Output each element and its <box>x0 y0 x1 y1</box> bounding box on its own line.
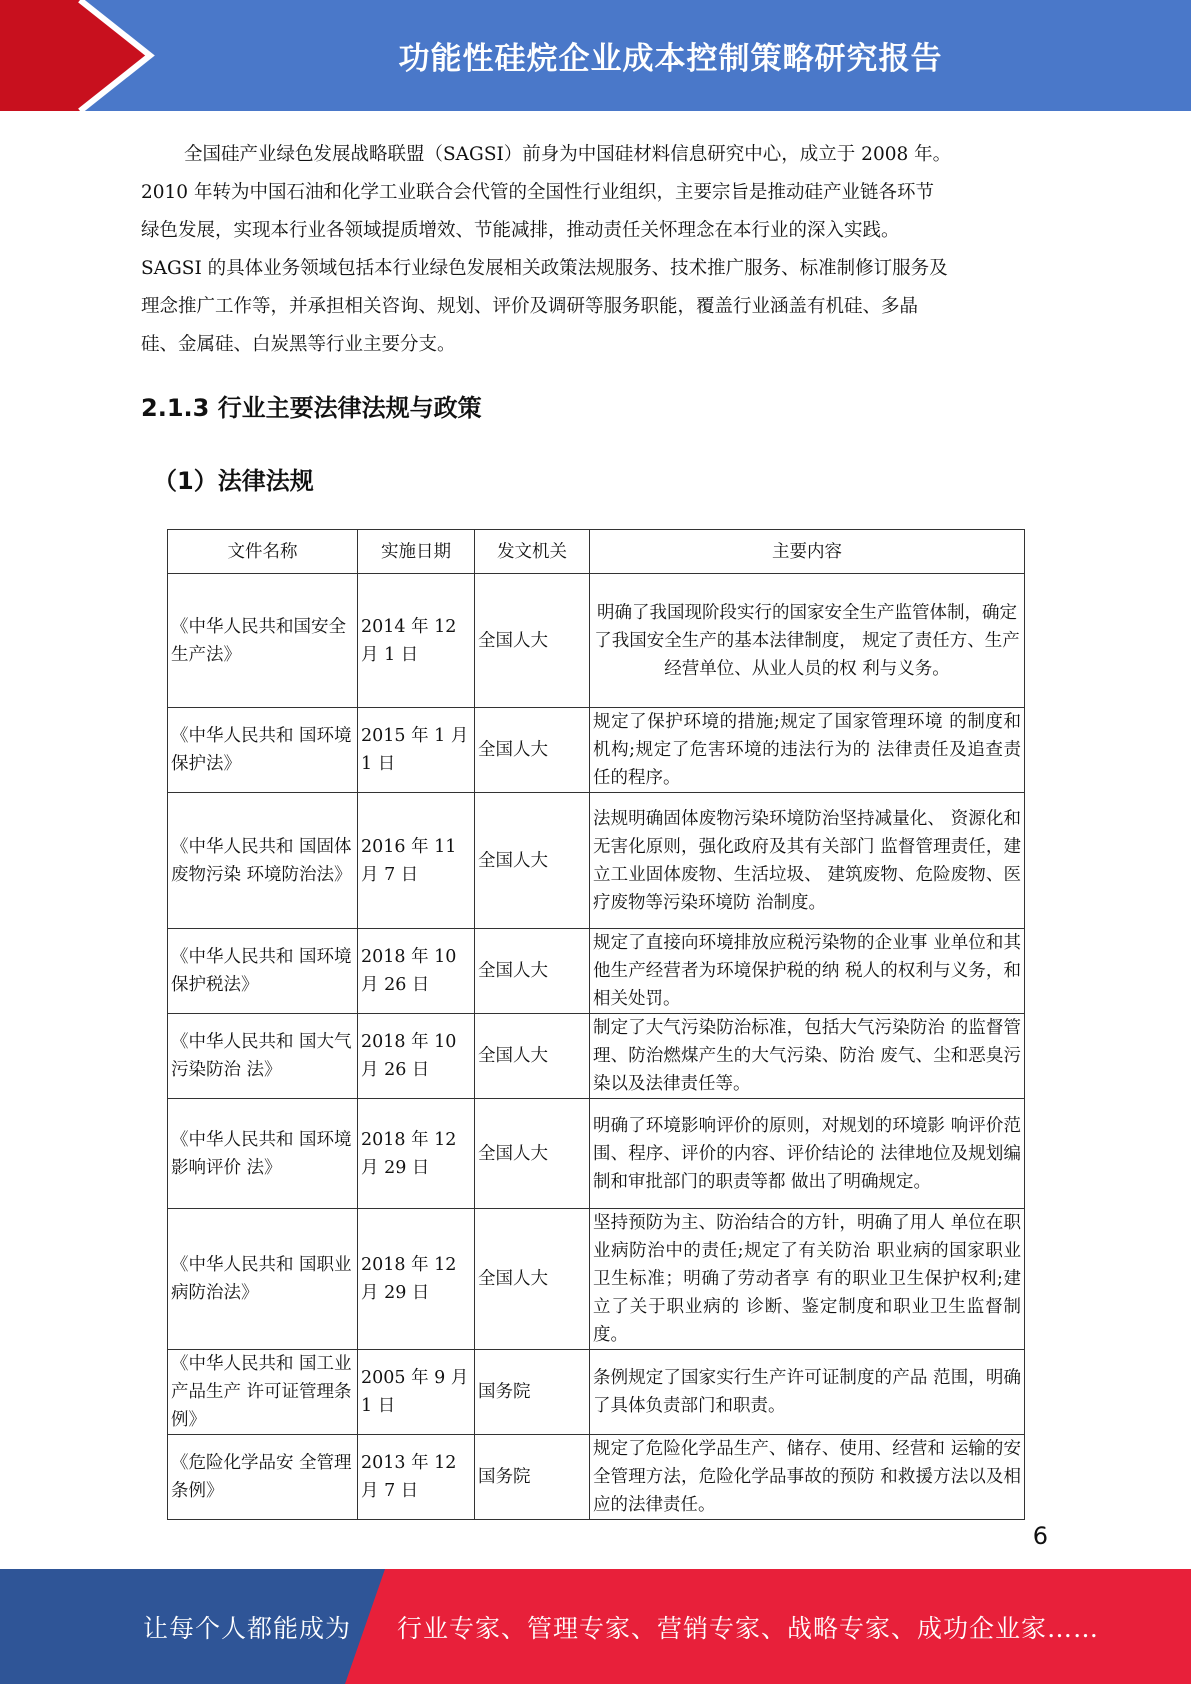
table-row <box>168 929 1025 1014</box>
law-org: 国务院 <box>475 1350 590 1435</box>
law-content: 明确了环境影响评价的原则，对规划的环境影 响评价范围、程序、评价的内容、评价结论的 法律地位及规划编制和审批部门的职责等都 做出了明确规定。 <box>590 1099 1025 1209</box>
law-name: 《中华人民共和 国大气污染防治 法》 <box>168 1014 358 1099</box>
law-date: 2014 年 12 月 1 日 <box>358 574 475 708</box>
law-date: 2005 年 9 月 1 日 <box>358 1350 475 1435</box>
law-content: 规定了直接向环境排放应税污染物的企业事 业单位和其他生产经营者为环境保护税的纳 税人的权利与义务，和相关处罚。 <box>590 929 1025 1014</box>
law-org: 全国人大 <box>475 574 590 708</box>
table-row <box>168 1350 1025 1435</box>
law-org: 全国人大 <box>475 1209 590 1350</box>
section-heading: 2.1.3 行业主要法律法规与政策 <box>141 394 482 422</box>
law-org: 全国人大 <box>475 708 590 793</box>
law-name: 《中华人民共和 国环境保护法》 <box>168 708 358 793</box>
law-name: 《中华人民共和 国职业病防治法》 <box>168 1209 358 1350</box>
law-date: 2015 年 1 月 1 日 <box>358 708 475 793</box>
law-org: 全国人大 <box>475 1014 590 1099</box>
footer-slogan-right: 行业专家、管理专家、营销专家、战略专家、成功企业家…… <box>397 1613 1100 1643</box>
page-number: 6 <box>1032 1522 1048 1550</box>
table-row <box>168 1014 1025 1099</box>
law-name: 《中华人民共和 国工业产品生产 许可证管理条例》 <box>168 1350 358 1435</box>
law-content: 明确了我国现阶段实行的国家安全生产监管体制，确定了我国安全生产的基本法律制度， 规定了责任方、生产经营单位、从业人员的权 利与义务。 <box>590 574 1025 708</box>
table-row <box>168 1209 1025 1350</box>
law-date: 2018 年 12 月 29 日 <box>358 1209 475 1350</box>
law-content: 规定了危险化学品生产、储存、使用、经营和 运输的安全管理方法，危险化学品事故的预防 和救援方法以及相应的法律责任。 <box>590 1435 1025 1520</box>
law-org: 国务院 <box>475 1435 590 1520</box>
law-content: 法规明确固体废物污染环境防治坚持减量化、 资源化和无害化原则，强化政府及其有关部门 监督管理责任，建立工业固体废物、生活垃圾、 建筑废物、危险废物、医疗废物等污染环境防 治制度。 <box>590 793 1025 929</box>
law-name: 《中华人民共和 国环境保护税法》 <box>168 929 358 1014</box>
law-date: 2013 年 12 月 7 日 <box>358 1435 475 1520</box>
intro-line: 2010 年转为中国石油和化学工业联合会代管的全国性行业组织，主要宗旨是推动硅产业链各环节 <box>141 182 934 203</box>
column-header-date: 实施日期 <box>358 530 475 574</box>
table-row <box>168 1435 1025 1520</box>
intro-line: SAGSI 的具体业务领域包括本行业绿色发展相关政策法规服务、技术推广服务、标准制修订服务及 <box>141 258 948 279</box>
footer-slogan-left: 让每个人都能成为 <box>143 1613 352 1643</box>
intro-line: 全国硅产业绿色发展战略联盟（SAGSI）前身为中国硅材料信息研究中心，成立于 2008 年。 <box>184 144 952 165</box>
column-header-name: 文件名称 <box>168 530 358 574</box>
law-date: 2018 年 10 月 26 日 <box>358 1014 475 1099</box>
report-title: 功能性硅烷企业成本控制策略研究报告 <box>398 41 943 77</box>
table-row <box>168 1099 1025 1209</box>
law-org: 全国人大 <box>475 1099 590 1209</box>
law-content: 规定了保护环境的措施;规定了国家管理环境 的制度和机构;规定了危害环境的违法行为的 法律责任及追查责任的程序。 <box>590 708 1025 793</box>
intro-line: 硅、金属硅、白炭黑等行业主要分支。 <box>141 334 456 355</box>
header-banner <box>0 0 1191 111</box>
header-arrow-decoration <box>0 0 160 111</box>
table-row <box>168 574 1025 708</box>
law-date: 2016 年 11 月 7 日 <box>358 793 475 929</box>
law-name: 《中华人民共和 国固体废物污染 环境防治法》 <box>168 793 358 929</box>
table-row <box>168 708 1025 793</box>
law-name: 《中华人民共和 国环境影响评价 法》 <box>168 1099 358 1209</box>
intro-line: 理念推广工作等，并承担相关咨询、规划、评价及调研等服务职能，覆盖行业涵盖有机硅、多晶 <box>141 296 919 317</box>
intro-line: 绿色发展，实现本行业各领域提质增效、节能减排，推动责任关怀理念在本行业的深入实践。 <box>141 220 900 241</box>
law-content: 制定了大气污染防治标准，包括大气污染防治 的监督管理、防治燃煤产生的大气污染、防治 废气、尘和恶臭污染以及法律责任等。 <box>590 1014 1025 1099</box>
laws-table <box>167 529 1025 1520</box>
law-name: 《危险化学品安 全管理条例》 <box>168 1435 358 1520</box>
law-content: 坚持预防为主、防治结合的方针，明确了用人 单位在职业病防治中的责任;规定了有关防治 职业病的国家职业卫生标准；明确了劳动者享 有的职业卫生保护权利;建立了关于职业病的 诊断、鉴定制度和职业卫生监督制度。 <box>590 1209 1025 1350</box>
footer-banner <box>0 1569 1191 1684</box>
law-date: 2018 年 10 月 26 日 <box>358 929 475 1014</box>
column-header-content: 主要内容 <box>590 530 1025 574</box>
table-header-row <box>168 530 1025 574</box>
law-date: 2018 年 12 月 29 日 <box>358 1099 475 1209</box>
law-org: 全国人大 <box>475 793 590 929</box>
law-name: 《中华人民共和国安全生产法》 <box>168 574 358 708</box>
table-row <box>168 793 1025 929</box>
law-content: 条例规定了国家实行生产许可证制度的产品 范围，明确了具体负责部门和职责。 <box>590 1350 1025 1435</box>
column-header-org: 发文机关 <box>475 530 590 574</box>
law-org: 全国人大 <box>475 929 590 1014</box>
intro-paragraph <box>141 136 1041 364</box>
sub-heading: （1）法律法规 <box>153 467 314 495</box>
